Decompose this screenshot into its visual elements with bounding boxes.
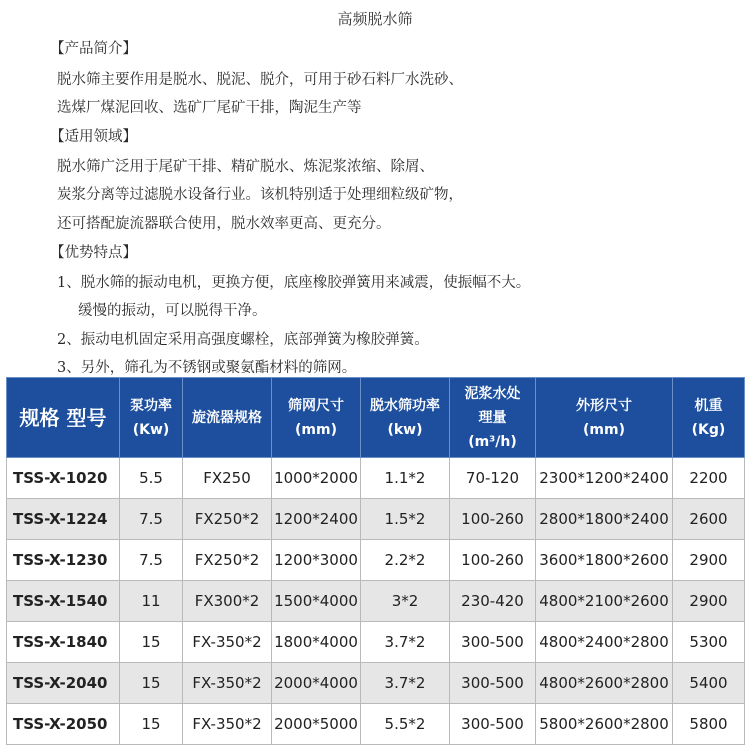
cell-capacity: 300-500 [450,663,536,704]
cell-cyclone: FX250*2 [183,540,272,581]
cell-screen: 1200*3000 [272,540,361,581]
cell-pump: 15 [120,704,183,745]
cell-dims: 5800*2600*2800 [536,704,673,745]
cell-cyclone: FX250 [183,458,272,499]
cell-pump: 7.5 [120,540,183,581]
header-dims: 外形尺寸 (mm) [536,378,673,458]
cell-weight: 2600 [673,499,745,540]
cell-screen: 1800*4000 [272,622,361,663]
cell-screen: 2000*4000 [272,663,361,704]
cell-power: 5.5*2 [361,704,450,745]
cell-screen: 1200*2400 [272,499,361,540]
cell-weight: 5800 [673,704,745,745]
advantage-line: 1、脱水筛的振动电机，更换方便，底座橡胶弹簧用来减震，使振幅不大。 [57,275,531,291]
cell-power: 1.5*2 [361,499,450,540]
intro-line: 选煤厂煤泥回收、选矿厂尾矿干排，陶泥生产等 [57,100,362,116]
cell-dims: 4800*2100*2600 [536,581,673,622]
cell-pump: 7.5 [120,499,183,540]
advantage-line: 缓慢的振动，可以脱得干净。 [78,303,267,319]
spec-table [6,377,745,745]
header-screen: 筛网尺寸 (mm) [272,378,361,458]
header-model: 规格 型号 [7,378,120,458]
cell-dims: 4800*2600*2800 [536,663,673,704]
cell-power: 1.1*2 [361,458,450,499]
apply-line: 炭浆分离等过滤脱水设备行业。该机特别适于处理细粒级矿物， [57,187,463,203]
cell-dims: 2300*1200*2400 [536,458,673,499]
table-header-row [7,378,745,458]
advantage-line: 2、振动电机固定采用高强度螺栓，底部弹簧为橡胶弹簧。 [57,332,429,348]
cell-model: TSS-X-1020 [7,458,120,499]
table-row [7,663,745,704]
table-row [7,458,745,499]
cell-pump: 11 [120,581,183,622]
advantage-heading: 【优势特点】 [50,245,137,261]
apply-heading: 【适用领域】 [50,129,137,145]
cell-power: 3.7*2 [361,663,450,704]
cell-model: TSS-X-2040 [7,663,120,704]
cell-capacity: 300-500 [450,704,536,745]
intro-heading: 【产品简介】 [50,41,137,57]
table-row [7,581,745,622]
cell-cyclone: FX-350*2 [183,704,272,745]
cell-cyclone: FX-350*2 [183,663,272,704]
cell-dims: 2800*1800*2400 [536,499,673,540]
table-row [7,540,745,581]
cell-model: TSS-X-1840 [7,622,120,663]
cell-capacity: 100-260 [450,540,536,581]
cell-screen: 1500*4000 [272,581,361,622]
apply-line: 还可搭配旋流器联合使用，脱水效率更高、更充分。 [57,216,391,232]
cell-model: TSS-X-1540 [7,581,120,622]
advantage-line: 3、另外，筛孔为不锈钢或聚氨酯材料的筛网。 [57,360,357,376]
cell-capacity: 100-260 [450,499,536,540]
header-pump: 泵功率 (Kw) [120,378,183,458]
cell-cyclone: FX-350*2 [183,622,272,663]
cell-weight: 2900 [673,581,745,622]
cell-pump: 5.5 [120,458,183,499]
page-title: 高频脱水筛 [337,10,413,28]
cell-power: 3*2 [361,581,450,622]
cell-power: 2.2*2 [361,540,450,581]
cell-capacity: 230-420 [450,581,536,622]
cell-pump: 15 [120,622,183,663]
cell-power: 3.7*2 [361,622,450,663]
table-row [7,622,745,663]
header-power: 脱水筛功率 (kw) [361,378,450,458]
cell-weight: 2900 [673,540,745,581]
cell-dims: 4800*2400*2800 [536,622,673,663]
cell-weight: 5400 [673,663,745,704]
cell-model: TSS-X-2050 [7,704,120,745]
cell-model: TSS-X-1224 [7,499,120,540]
table-row [7,704,745,745]
cell-weight: 5300 [673,622,745,663]
cell-pump: 15 [120,663,183,704]
cell-screen: 2000*5000 [272,704,361,745]
apply-line: 脱水筛广泛用于尾矿干排、精矿脱水、炼泥浆浓缩、除屑、 [57,159,434,175]
header-cyclone: 旋流器规格 [183,378,272,458]
header-weight: 机重 (Kg) [673,378,745,458]
cell-dims: 3600*1800*2600 [536,540,673,581]
header-capacity: 泥浆水处 理量 (m³/h) [450,378,536,458]
table-row [7,499,745,540]
cell-model: TSS-X-1230 [7,540,120,581]
cell-capacity: 300-500 [450,622,536,663]
cell-cyclone: FX300*2 [183,581,272,622]
cell-weight: 2200 [673,458,745,499]
cell-capacity: 70-120 [450,458,536,499]
cell-cyclone: FX250*2 [183,499,272,540]
intro-line: 脱水筛主要作用是脱水、脱泥、脱介，可用于砂石料厂水洗砂、 [57,72,463,88]
cell-screen: 1000*2000 [272,458,361,499]
